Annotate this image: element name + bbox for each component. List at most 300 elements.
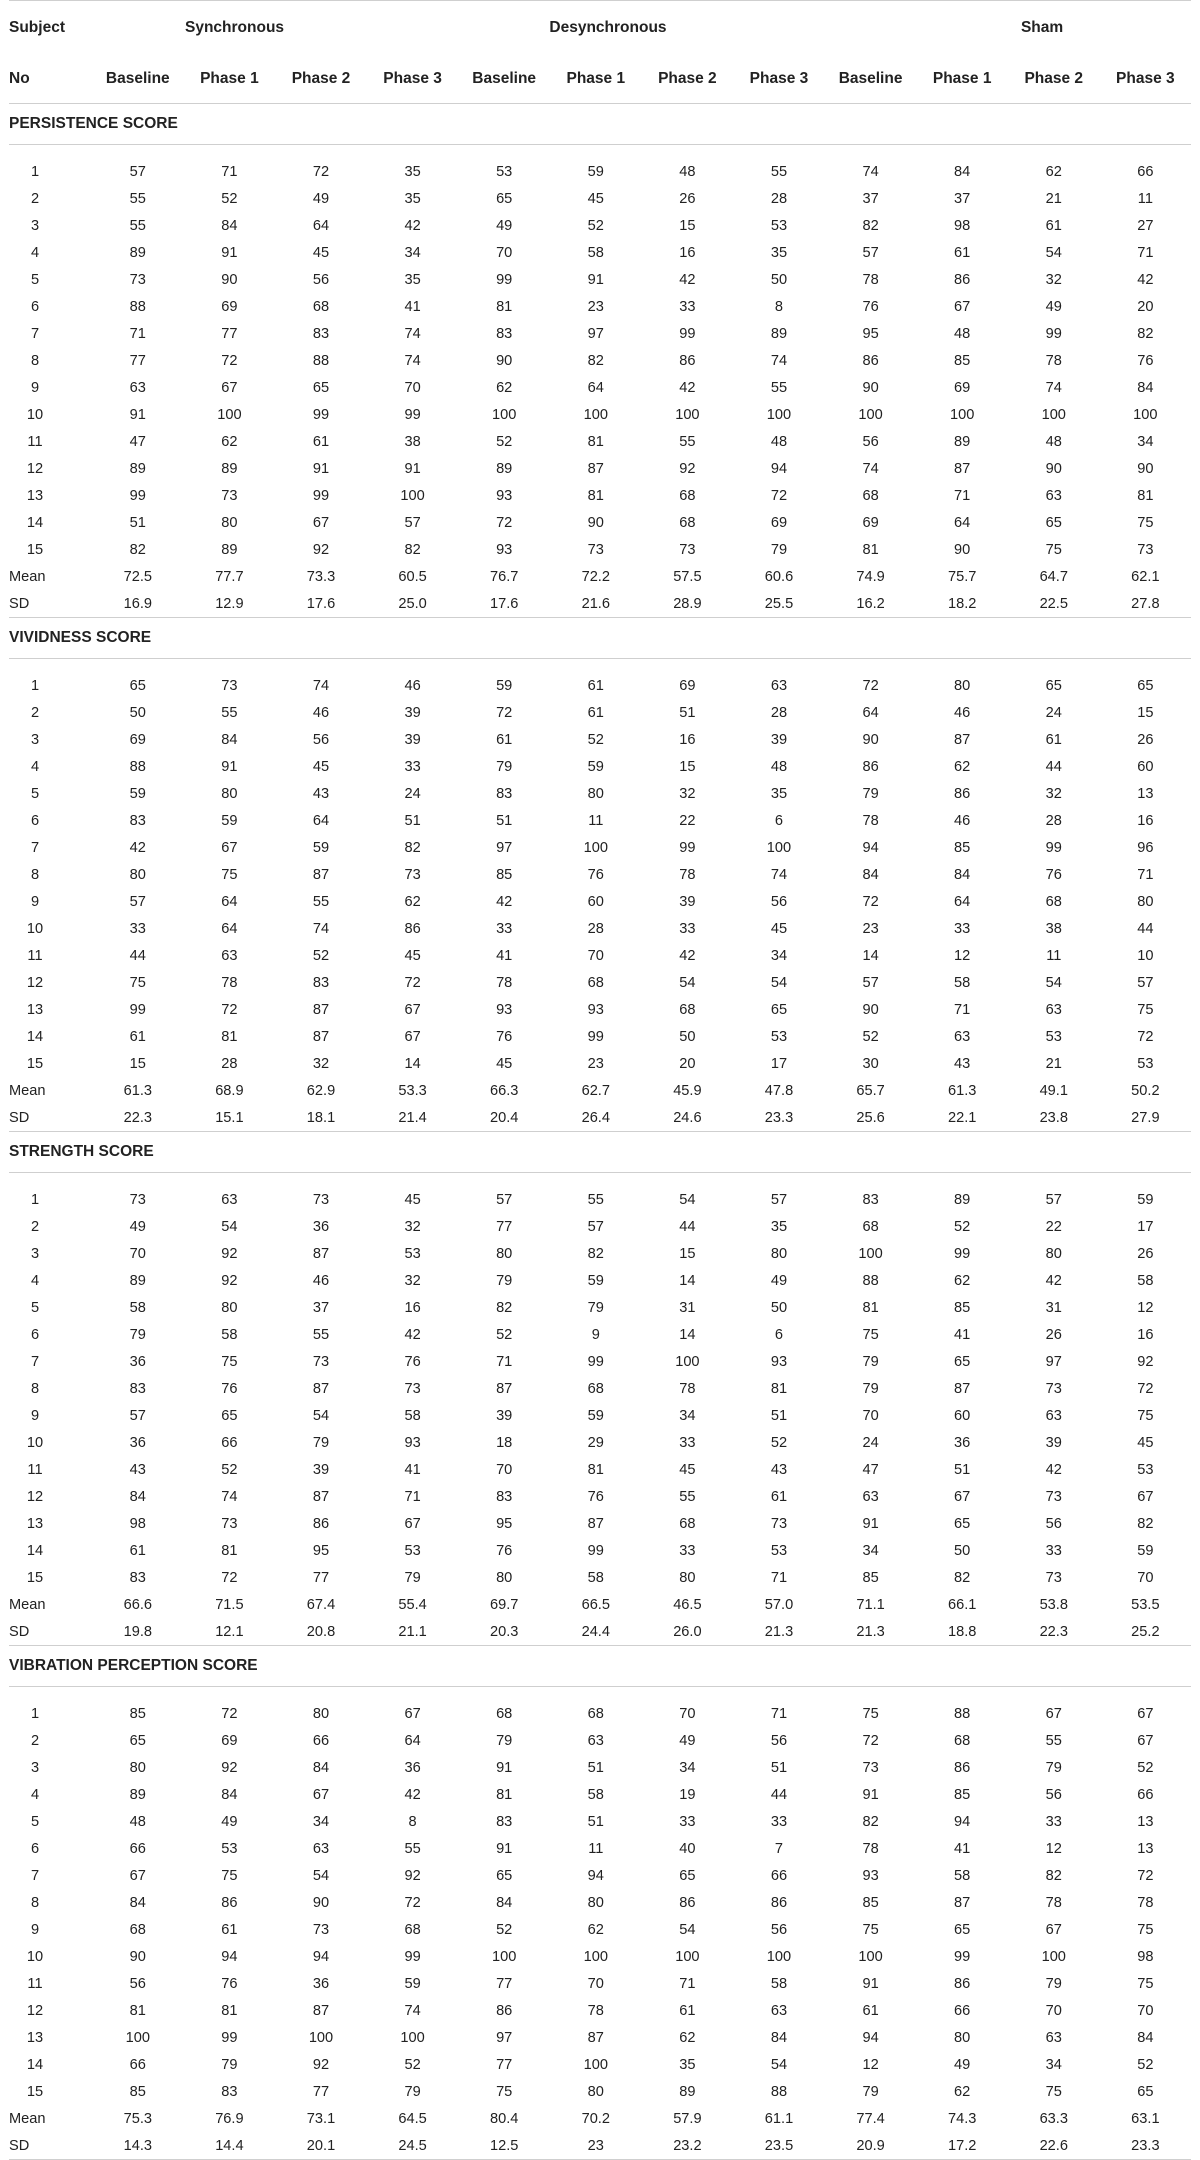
subject-row <box>9 1402 1191 1429</box>
table-cell: 51 <box>496 812 513 829</box>
table-cell: 92 <box>679 460 696 477</box>
table-cell: 65 <box>129 1732 146 1749</box>
table-cell: 98 <box>1137 1948 1154 1965</box>
table-cell: 67 <box>312 514 330 531</box>
table-cell: 78 <box>587 2002 604 2019</box>
table-cell: 75 <box>862 1326 879 1343</box>
table-cell: 49 <box>312 190 330 207</box>
table-cell: 74 <box>770 352 788 369</box>
row-label: SD <box>9 590 92 618</box>
subject-row <box>9 1808 1191 1835</box>
table-cell: 23 <box>587 1055 604 1072</box>
table-cell: 58 <box>221 1326 238 1343</box>
table-cell: 64 <box>954 514 971 531</box>
table-cell: 89 <box>954 1191 971 1208</box>
table-cell: 58 <box>1137 1272 1154 1289</box>
table-cell: 100 <box>1041 1948 1066 1965</box>
row-label: 1 <box>30 1705 40 1722</box>
table-cell: 42 <box>129 839 146 856</box>
table-cell: 65 <box>496 190 513 207</box>
table-cell: 56 <box>312 271 330 288</box>
table-cell: 72 <box>1137 1867 1154 1884</box>
table-cell: 69 <box>129 731 146 748</box>
subject-row <box>9 753 1191 780</box>
table-cell: 74 <box>862 460 879 477</box>
table-cell: 89 <box>679 2083 696 2100</box>
table-cell: 33 <box>679 1813 696 1830</box>
table-cell: 74 <box>404 2002 421 2019</box>
subject-row <box>9 1970 1191 1997</box>
table-cell: 75 <box>1137 1921 1154 1938</box>
table-cell: 89 <box>129 244 146 261</box>
table-cell: 80 <box>587 785 604 802</box>
table-cell: 84 <box>312 1759 330 1776</box>
table-cell: 66 <box>129 2056 146 2073</box>
table-cell: 99 <box>129 1001 146 1018</box>
table-cell: 77 <box>496 2056 513 2073</box>
table-cell: 76.9 <box>215 2110 244 2127</box>
table-cell: 33 <box>770 1813 788 1830</box>
table-cell: 59 <box>404 1975 421 1992</box>
table-cell: 11 <box>1137 190 1153 207</box>
table-cell: 66.6 <box>123 1596 152 1613</box>
table-cell: 21.4 <box>367 1104 459 1132</box>
table-cell: 81 <box>221 1542 238 1559</box>
subject-row <box>9 969 1191 996</box>
table-cell: 23.5 <box>733 2132 825 2160</box>
table-cell: 90 <box>587 514 604 531</box>
table-cell: 74 <box>404 325 421 342</box>
table-cell: 68 <box>679 1001 696 1018</box>
table-cell: 60 <box>954 1407 971 1424</box>
table-cell: 70 <box>1045 2002 1062 2019</box>
table-cell: 83 <box>496 785 513 802</box>
table-cell: 92 <box>312 541 330 558</box>
table-cell: 14 <box>404 1055 421 1072</box>
table-cell: 71.5 <box>215 1596 244 1613</box>
subject-row <box>9 1186 1191 1213</box>
table-cell: 71.1 <box>856 1596 885 1613</box>
table-cell: 15 <box>1137 704 1154 721</box>
table-cell: 61 <box>954 244 971 261</box>
subject-row <box>9 1727 1191 1754</box>
table-cell: 57 <box>587 1218 604 1235</box>
table-cell: 93 <box>404 1434 421 1451</box>
table-cell: 100 <box>1041 406 1066 423</box>
table-cell: 72 <box>496 514 513 531</box>
table-cell: 87 <box>312 1245 330 1262</box>
row-label: 9 <box>30 1407 40 1424</box>
table-cell: 63 <box>954 1028 971 1045</box>
row-label: 2 <box>30 1218 40 1235</box>
table-cell: 73 <box>1045 1380 1062 1397</box>
table-cell: 100 <box>492 1948 517 1965</box>
table-cell: 87 <box>312 1488 330 1505</box>
table-cell: 64 <box>587 379 604 396</box>
table-cell: 54 <box>1045 244 1062 261</box>
table-cell: 99 <box>312 406 330 423</box>
table-cell: 21.6 <box>550 590 642 618</box>
table-cell: 44 <box>1137 920 1154 937</box>
table-cell: 31 <box>1045 1299 1062 1316</box>
table-cell: 53.3 <box>398 1082 427 1099</box>
row-label: 2 <box>30 704 40 721</box>
table-cell: 8 <box>774 298 784 315</box>
table-cell: 35 <box>404 163 421 180</box>
table-cell: 61.1 <box>764 2110 794 2127</box>
table-cell: 17.6 <box>275 590 367 618</box>
table-cell: 49 <box>954 2056 971 2073</box>
table-cell: 98 <box>129 1515 146 1532</box>
table-cell: 52 <box>221 1461 238 1478</box>
table-cell: 22.5 <box>1008 590 1100 618</box>
table-cell: 99 <box>221 2029 238 2046</box>
table-cell: 67 <box>1045 1921 1062 1938</box>
table-cell: 62 <box>1045 163 1062 180</box>
table-cell: 55.4 <box>398 1596 427 1613</box>
table-cell: 63 <box>1045 487 1062 504</box>
subject-row <box>9 1456 1191 1483</box>
table-cell: 22 <box>679 812 696 829</box>
table-cell: 81 <box>1137 487 1154 504</box>
table-cell: 80 <box>129 866 146 883</box>
table-cell: 66 <box>129 1840 146 1857</box>
table-cell: 64.5 <box>398 2110 427 2127</box>
table-cell: 99 <box>312 487 330 504</box>
table-cell: 88 <box>770 2083 788 2100</box>
table-cell: 67 <box>221 839 238 856</box>
table-cell: 89 <box>129 460 146 477</box>
table-cell: 98 <box>954 217 971 234</box>
table-cell: 57 <box>862 974 879 991</box>
row-label: 4 <box>30 1786 40 1803</box>
subject-row <box>9 888 1191 915</box>
table-cell: 83 <box>221 2083 238 2100</box>
table-cell: 80 <box>770 1245 788 1262</box>
subject-row <box>9 185 1191 212</box>
table-cell: 20.8 <box>275 1618 367 1646</box>
table-cell: 56 <box>1045 1786 1062 1803</box>
table-cell: 75 <box>862 1921 879 1938</box>
table-cell: 62.1 <box>1131 568 1160 585</box>
table-cell: 83 <box>496 1488 513 1505</box>
table-cell: 14.3 <box>92 2132 184 2160</box>
section-title-row <box>9 1132 1191 1173</box>
table-cell: 26.0 <box>642 1618 734 1646</box>
table-cell: 86 <box>221 1894 238 1911</box>
table-cell: 17 <box>770 1055 788 1072</box>
table-cell: 13 <box>1137 1840 1154 1857</box>
table-cell: 70 <box>862 1407 879 1424</box>
table-cell: 45 <box>770 920 788 937</box>
table-cell: 27.8 <box>1100 590 1192 618</box>
table-cell: 71 <box>954 487 971 504</box>
table-cell: 75 <box>862 1705 879 1722</box>
table-cell: 96 <box>1137 839 1154 856</box>
table-cell: 44 <box>679 1218 696 1235</box>
table-cell: 49 <box>129 1218 146 1235</box>
mean-row <box>9 2105 1191 2132</box>
row-label: 1 <box>30 163 40 180</box>
table-cell: 72 <box>1137 1028 1154 1045</box>
table-cell: 18.2 <box>916 590 1008 618</box>
table-cell: 90 <box>221 271 238 288</box>
table-cell: 35 <box>679 2056 696 2073</box>
table-cell: 84 <box>221 731 238 748</box>
table-cell: 46 <box>404 677 421 694</box>
table-cell: 55 <box>312 893 330 910</box>
table-cell: 86 <box>312 1515 330 1532</box>
table-cell: 39 <box>496 1407 513 1424</box>
results-table <box>9 0 1191 2160</box>
table-cell: 81 <box>587 487 604 504</box>
row-label: 14 <box>26 1542 44 1559</box>
table-cell: 100 <box>400 487 425 504</box>
table-cell: 51 <box>770 1407 788 1424</box>
row-label: Mean <box>9 568 46 585</box>
table-cell: 54 <box>312 1867 330 1884</box>
table-cell: 45 <box>679 1461 696 1478</box>
table-cell: 49 <box>1045 298 1062 315</box>
table-cell: 84 <box>1137 2029 1154 2046</box>
table-cell: 68 <box>587 1380 604 1397</box>
table-cell: 76.7 <box>489 568 519 585</box>
table-cell: 76 <box>862 298 879 315</box>
table-cell: 67 <box>1137 1705 1154 1722</box>
table-cell: 52 <box>221 190 238 207</box>
subject-row <box>9 672 1191 699</box>
table-cell: 52 <box>496 1921 513 1938</box>
table-cell: 63.3 <box>1039 2110 1068 2127</box>
table-cell: 77 <box>129 352 146 369</box>
table-cell: 57 <box>129 163 146 180</box>
row-label: 15 <box>26 1569 44 1586</box>
table-cell: 23 <box>862 920 879 937</box>
table-cell: 64.7 <box>1039 568 1068 585</box>
table-cell: 91 <box>129 406 146 423</box>
table-cell: 56 <box>770 1732 788 1749</box>
table-cell: 78 <box>1045 352 1062 369</box>
table-cell: 91 <box>862 1515 879 1532</box>
table-cell: 55 <box>221 704 238 721</box>
table-cell: 82 <box>129 541 146 558</box>
table-cell: 62 <box>221 433 238 450</box>
table-cell: 43 <box>129 1461 146 1478</box>
table-cell: 86 <box>954 785 971 802</box>
table-cell: 53 <box>1137 1461 1154 1478</box>
table-cell: 100 <box>583 839 608 856</box>
table-cell: 57 <box>1137 974 1154 991</box>
table-cell: 82 <box>587 1245 604 1262</box>
table-cell: 45 <box>404 1191 421 1208</box>
table-cell: 91 <box>312 460 330 477</box>
table-cell: 26.4 <box>550 1104 642 1132</box>
table-cell: 86 <box>404 920 421 937</box>
table-cell: 58 <box>770 1975 788 1992</box>
row-label: 7 <box>30 1353 40 1370</box>
table-cell: 84 <box>496 1894 513 1911</box>
table-cell: 67 <box>954 298 971 315</box>
subject-row <box>9 834 1191 861</box>
table-cell: 100 <box>949 406 975 423</box>
table-cell: 54 <box>679 1191 696 1208</box>
table-cell: 46.5 <box>673 1596 702 1613</box>
table-cell: 18.1 <box>275 1104 367 1132</box>
table-cell: 9 <box>591 1326 600 1343</box>
table-cell: 70 <box>129 1245 146 1262</box>
subject-row <box>9 1375 1191 1402</box>
table-cell: 37 <box>312 1299 330 1316</box>
table-cell: 46 <box>312 1272 330 1289</box>
table-cell: 52 <box>954 1218 971 1235</box>
table-cell: 94 <box>862 839 879 856</box>
table-cell: 72 <box>862 1732 879 1749</box>
table-cell: 72 <box>770 487 788 504</box>
table-cell: 89 <box>221 460 238 477</box>
table-cell: 61.3 <box>947 1082 977 1099</box>
table-cell: 91 <box>404 460 421 477</box>
table-cell: 49.1 <box>1039 1082 1068 1099</box>
table-cell: 74.9 <box>856 568 885 585</box>
table-cell: 67 <box>1137 1488 1154 1505</box>
table-cell: 80 <box>679 1569 696 1586</box>
table-cell: 55 <box>587 1191 604 1208</box>
section-title-row <box>9 618 1191 659</box>
table-cell: 36 <box>404 1759 421 1776</box>
table-cell: 15.1 <box>184 1104 276 1132</box>
subject-row <box>9 1429 1191 1456</box>
row-label: 10 <box>26 1434 44 1451</box>
table-cell: 86 <box>770 1894 788 1911</box>
table-cell: 79 <box>862 1380 879 1397</box>
row-label: 7 <box>30 839 40 856</box>
table-cell: 16 <box>1137 1326 1154 1343</box>
table-cell: 24 <box>1045 704 1062 721</box>
table-cell: 43 <box>312 785 330 802</box>
table-cell: 83 <box>312 974 330 991</box>
table-cell: 40 <box>679 1840 696 1857</box>
table-cell: 73 <box>862 1759 879 1776</box>
table-cell: 45.9 <box>673 1082 702 1099</box>
table-cell: 100 <box>675 1353 700 1370</box>
table-cell: 46 <box>312 704 330 721</box>
table-cell: 81 <box>770 1380 788 1397</box>
table-cell: 42 <box>496 893 513 910</box>
phase-header-sham-phase-2: Phase 2 <box>1008 55 1100 104</box>
table-cell: 41 <box>954 1326 971 1343</box>
table-cell: 65.7 <box>856 1082 885 1099</box>
table-cell: 58 <box>954 1867 971 1884</box>
table-cell: 82 <box>1137 1515 1154 1532</box>
row-label: Mean <box>9 1082 46 1099</box>
row-label: 11 <box>27 433 43 450</box>
phase-header-sham-baseline: Baseline <box>825 55 917 104</box>
table-cell: 52 <box>587 731 604 748</box>
table-cell: 33 <box>404 758 421 775</box>
table-cell: 84 <box>1137 379 1154 396</box>
table-cell: 32 <box>312 1055 330 1072</box>
table-cell: 44 <box>1045 758 1062 775</box>
table-cell: 86 <box>862 758 879 775</box>
table-cell: 78 <box>1137 1894 1154 1911</box>
table-cell: 66 <box>1137 1786 1154 1803</box>
table-cell: 27.9 <box>1100 1104 1192 1132</box>
table-cell: 62 <box>404 893 421 910</box>
table-cell: 68 <box>679 1515 696 1532</box>
table-cell: 80 <box>587 1894 604 1911</box>
table-cell: 79 <box>496 758 513 775</box>
table-cell: 86 <box>679 1894 696 1911</box>
table-cell: 37 <box>862 190 879 207</box>
table-cell: 48 <box>129 1813 146 1830</box>
table-cell: 93 <box>770 1353 788 1370</box>
section-spacer <box>9 145 1191 159</box>
table-cell: 53 <box>770 1542 788 1559</box>
table-cell: 73 <box>221 1515 238 1532</box>
table-cell: 76 <box>496 1028 513 1045</box>
table-cell: 34 <box>312 1813 330 1830</box>
subject-header: Subject <box>9 1 92 56</box>
table-cell: 15 <box>679 758 696 775</box>
table-cell: 86 <box>954 1759 971 1776</box>
group-header-synchronous: Synchronous <box>92 1 275 56</box>
table-cell: 39 <box>404 731 421 748</box>
table-cell: 72 <box>1137 1380 1154 1397</box>
table-cell: 75 <box>1045 2083 1062 2100</box>
table-cell: 48 <box>679 163 696 180</box>
table-cell: 79 <box>862 2083 879 2100</box>
table-cell: 90 <box>312 1894 330 1911</box>
table-cell: 38 <box>404 433 421 450</box>
table-cell: 70 <box>496 244 513 261</box>
table-cell: 61 <box>770 1488 788 1505</box>
table-cell: 54 <box>679 974 696 991</box>
table-cell: 51 <box>587 1759 604 1776</box>
table-cell: 97 <box>1045 1353 1062 1370</box>
table-cell: 82 <box>587 352 604 369</box>
table-cell: 72 <box>312 163 330 180</box>
table-cell: 34 <box>679 1759 696 1776</box>
table-cell: 19.8 <box>92 1618 184 1646</box>
table-cell: 64 <box>312 812 330 829</box>
table-cell: 42 <box>679 379 696 396</box>
table-cell: 39 <box>1045 1434 1062 1451</box>
table-cell: 20.1 <box>275 2132 367 2160</box>
table-cell: 92 <box>404 1867 421 1884</box>
table-cell: 56 <box>1045 1515 1062 1532</box>
table-cell: 79 <box>862 785 879 802</box>
table-cell: 75 <box>1137 1975 1154 1992</box>
row-label: 10 <box>26 1948 44 1965</box>
sd-row <box>9 1618 1191 1646</box>
table-cell: 79 <box>862 1353 879 1370</box>
group-header-desynchronous: Desynchronous <box>458 1 641 56</box>
table-cell: 84 <box>129 1894 146 1911</box>
table-cell: 63 <box>770 677 788 694</box>
section-title: PERSISTENCE SCORE <box>9 104 1191 145</box>
table-cell: 73 <box>312 1921 330 1938</box>
table-cell: 70 <box>587 1975 604 1992</box>
phase-header-desynchronous-phase-3: Phase 3 <box>733 55 825 104</box>
table-cell: 95 <box>496 1515 513 1532</box>
table-cell: 67 <box>404 1001 421 1018</box>
table-cell: 87 <box>496 1380 513 1397</box>
table-cell: 72 <box>862 893 879 910</box>
row-label: 5 <box>30 271 40 288</box>
row-label: Mean <box>9 2110 46 2127</box>
table-cell: 51 <box>954 1461 971 1478</box>
table-cell: 25.5 <box>733 590 825 618</box>
